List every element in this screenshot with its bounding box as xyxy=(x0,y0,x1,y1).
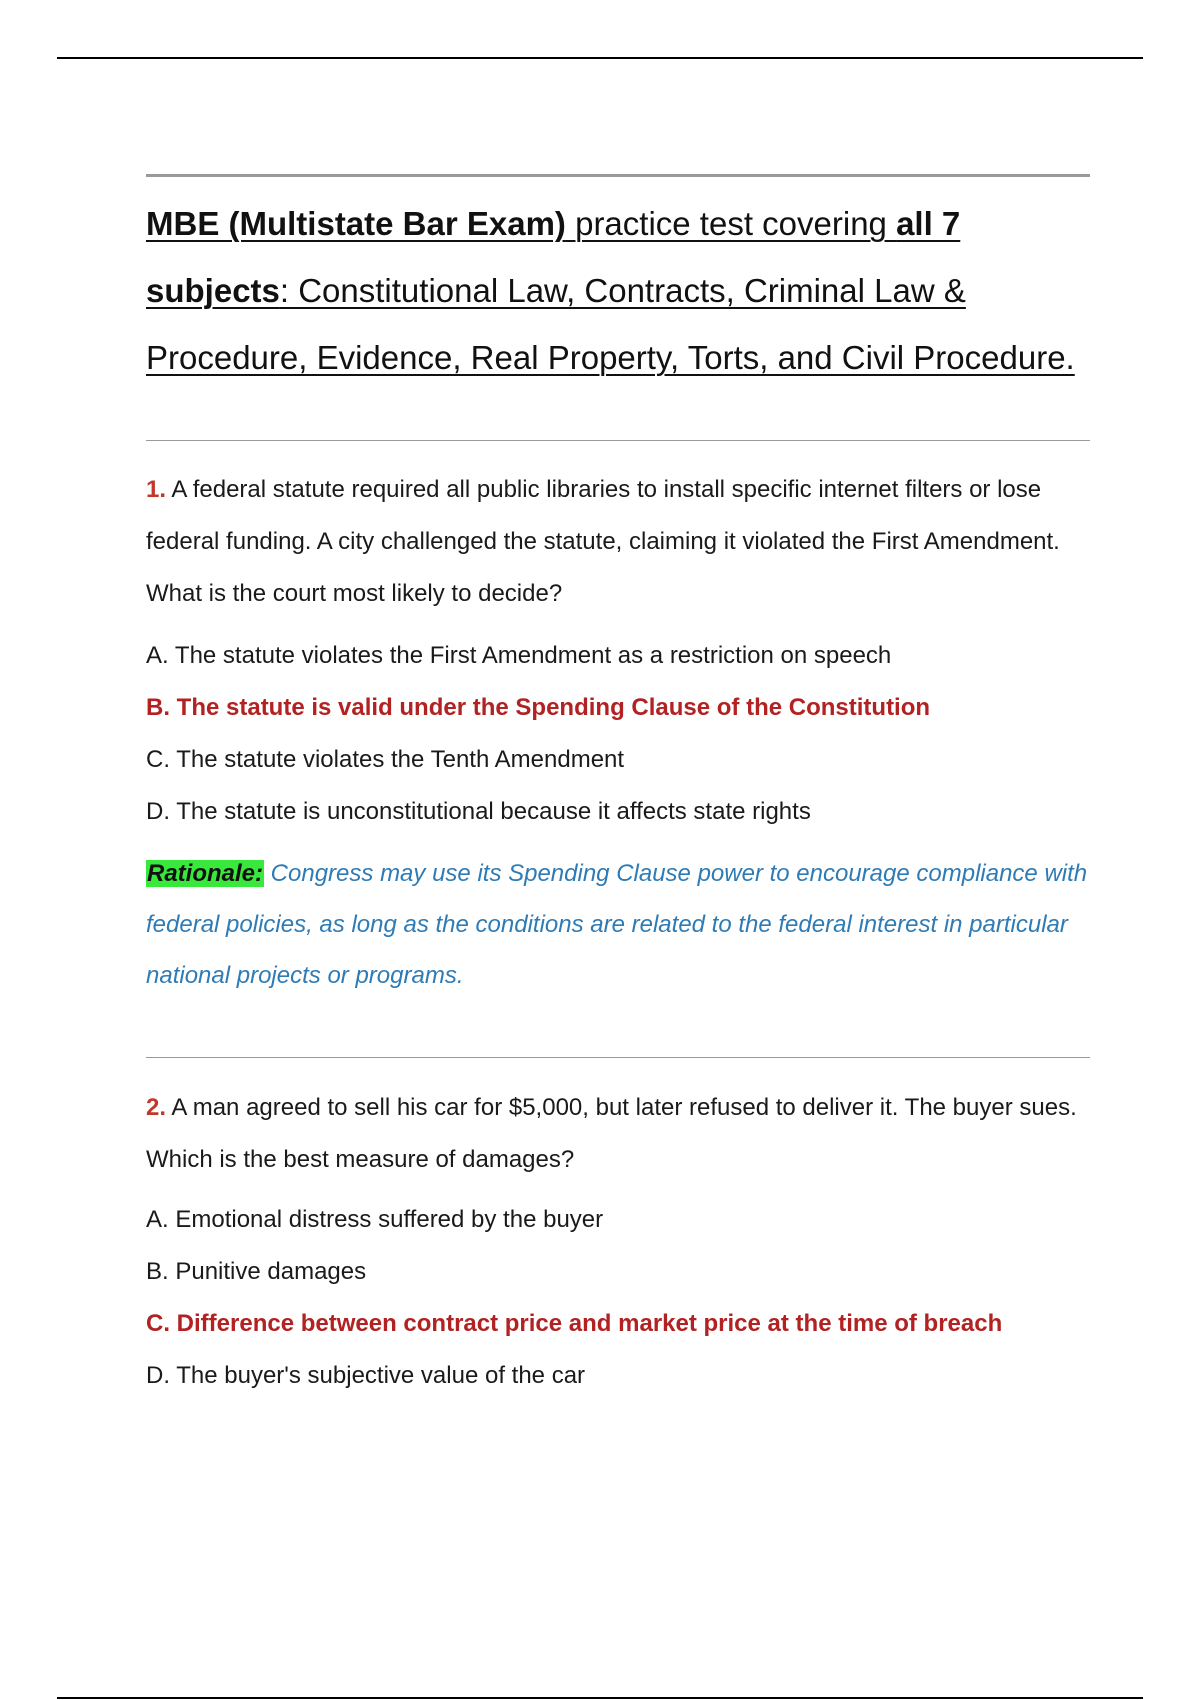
rationale-label: Rationale: xyxy=(147,860,264,887)
question-1-option-d: D. The statute is unconstitutional because it affects state rights xyxy=(146,798,811,825)
page-top-rule xyxy=(57,57,1143,59)
question-1-rationale xyxy=(146,848,1090,1001)
question-1-text xyxy=(146,464,1090,620)
question-2-text xyxy=(146,1082,1090,1186)
question-2-stem: A man agreed to sell his car for $5,000, but later refused to deliver it. The buyer sues. Which is the best measure of damages? xyxy=(146,1094,1077,1173)
document-title xyxy=(146,190,1090,391)
title-part-2: practice test covering xyxy=(565,205,897,242)
question-1-number: 1. xyxy=(146,476,167,503)
rationale-text: Congress may use its Spending Clause power to encourage compliance with federal policies, as long as the conditions are related to the federal interest in particular national projects or programs. xyxy=(146,860,1088,989)
question-1-option-a: A. The statute violates the First Amendment as a restriction on speech xyxy=(146,642,892,669)
question-1-stem: A federal statute required all public libraries to install specific internet filters or lose federal funding. A city challenged the statute, claiming it violated the First Amendment. What is the court most likely to decide? xyxy=(146,476,1060,607)
question-2-option-c-correct: C. Difference between contract price and market price at the time of breach xyxy=(146,1310,1003,1337)
page-bottom-rule xyxy=(57,1697,1143,1699)
title-part-4: : Constitutional Law, Contracts, Criminal Law & Procedure, Evidence, Real Property, Torts, and Civil Procedure. xyxy=(146,272,1075,376)
question-2-option-a: A. Emotional distress suffered by the buyer xyxy=(146,1206,604,1233)
question-1-option-c: C. The statute violates the Tenth Amendment xyxy=(146,746,625,773)
title-rule xyxy=(146,174,1090,177)
section-divider xyxy=(146,1057,1090,1058)
question-2-number: 2. xyxy=(146,1094,167,1121)
question-1 xyxy=(146,464,1090,1001)
title-part-3: all 7 subjects xyxy=(146,205,961,309)
question-2-option-b: B. Punitive damages xyxy=(146,1258,367,1285)
question-1-option-b-correct: B. The statute is valid under the Spending Clause of the Constitution xyxy=(146,694,931,721)
title-part-1: MBE (Multistate Bar Exam) xyxy=(146,205,566,242)
question-2 xyxy=(146,1082,1090,1402)
question-2-option-d: D. The buyer's subjective value of the car xyxy=(146,1362,586,1389)
section-divider xyxy=(146,440,1090,441)
